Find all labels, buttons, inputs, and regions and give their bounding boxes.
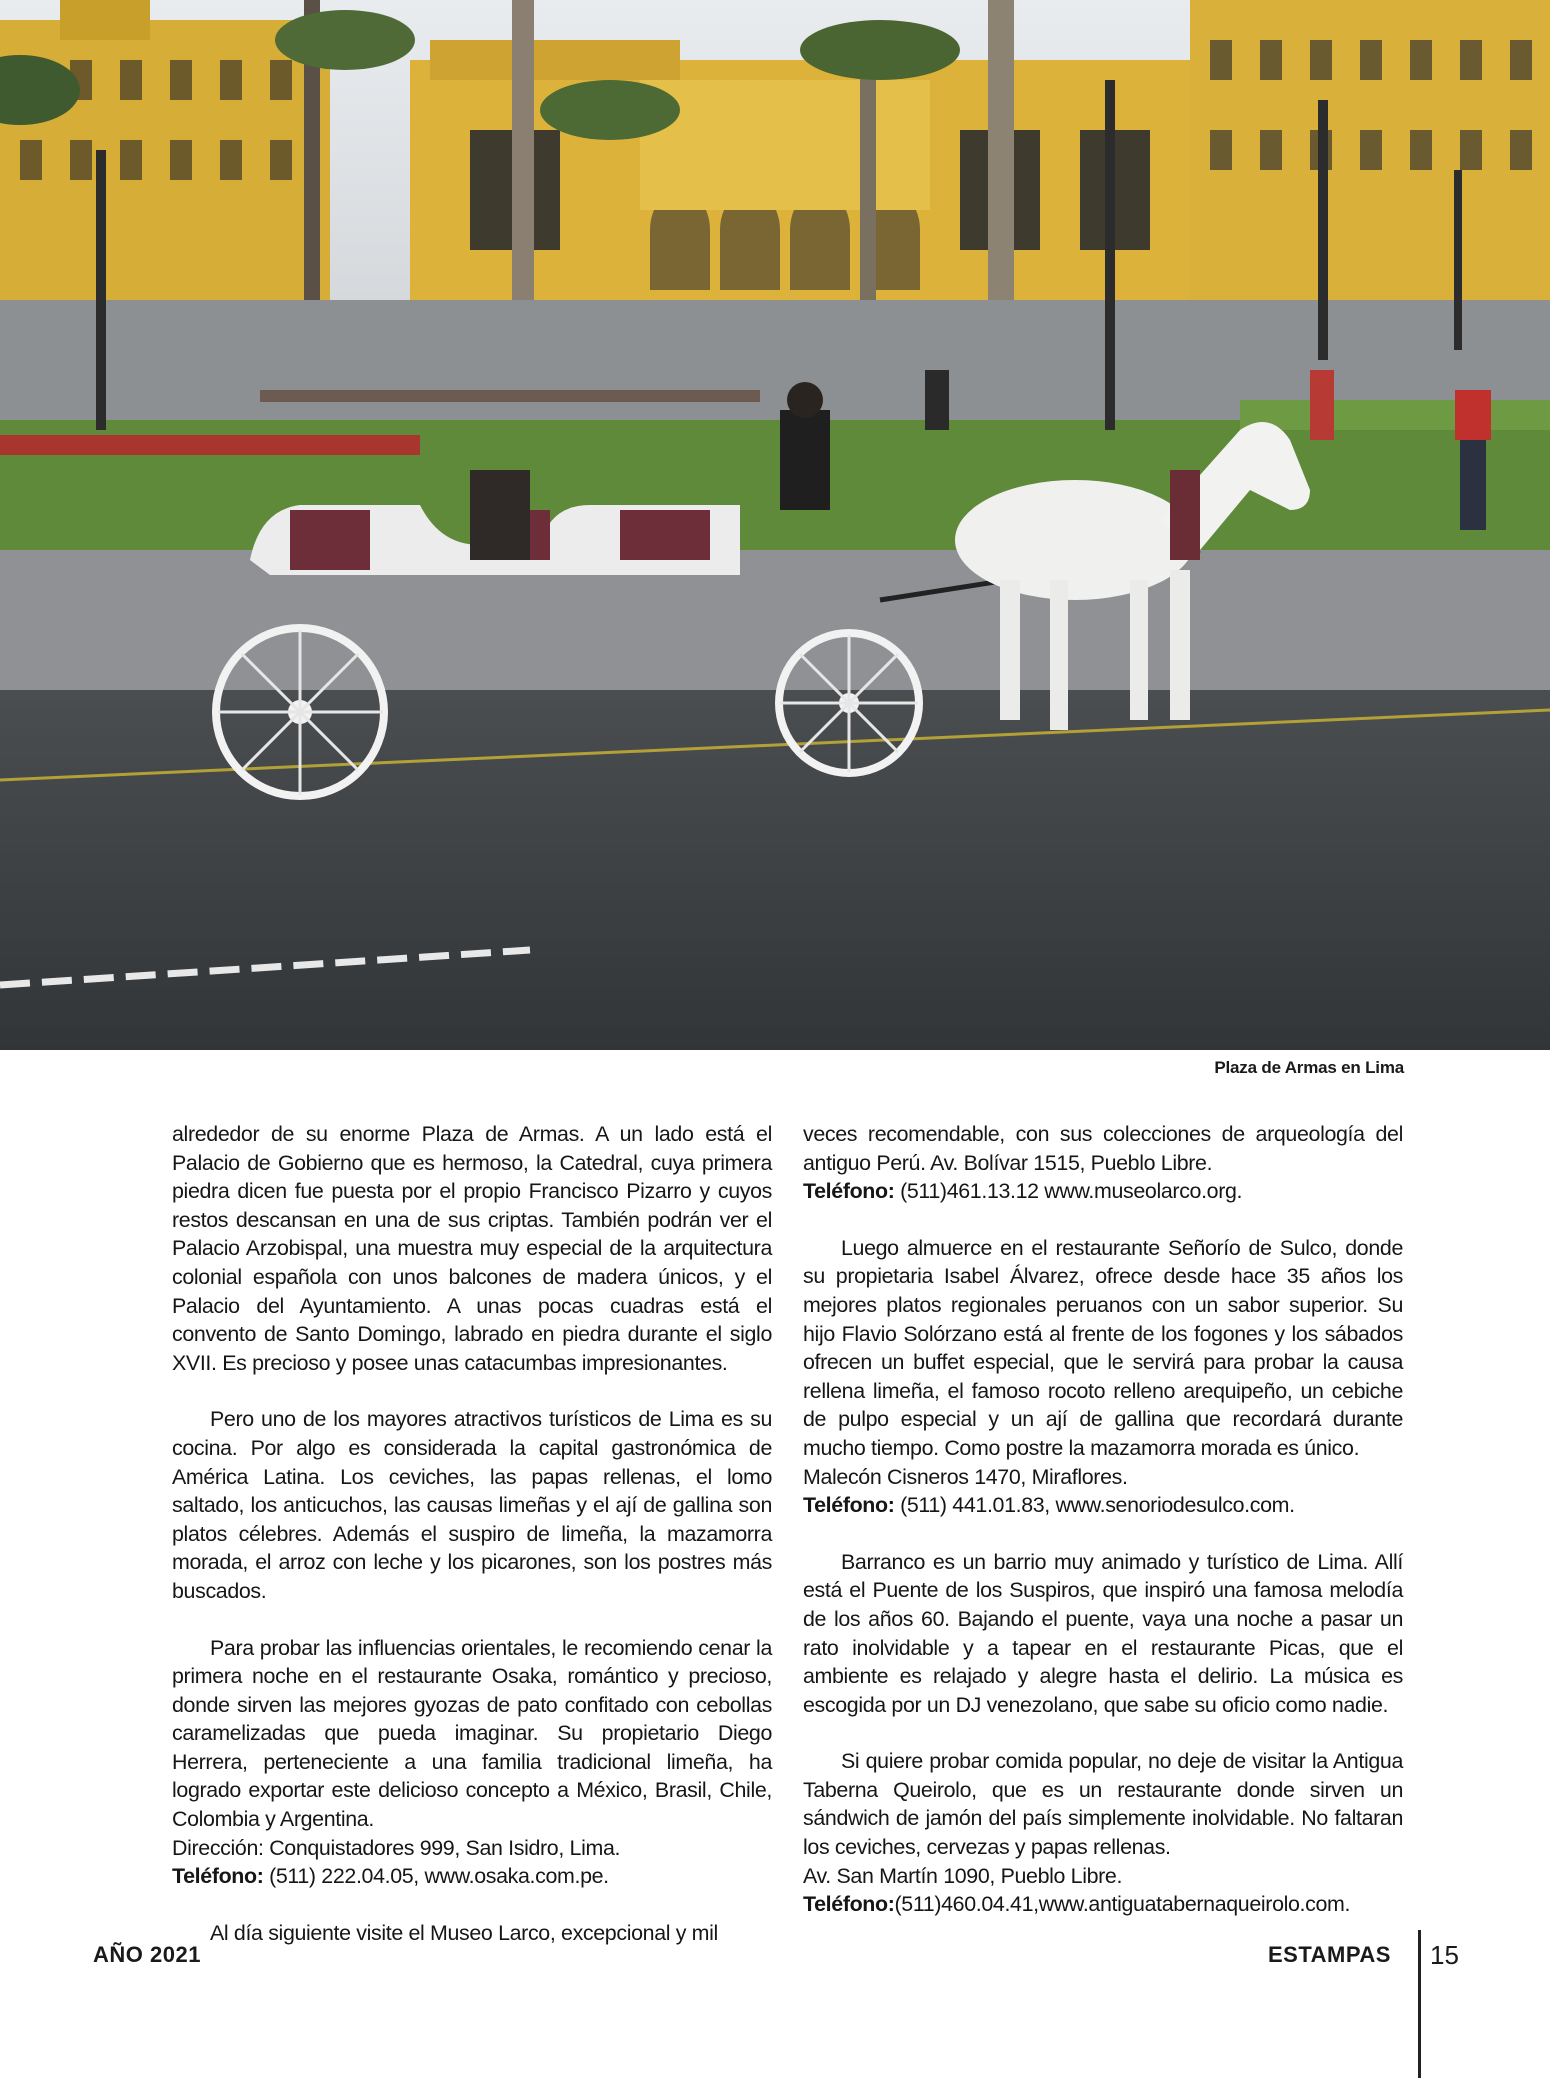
sulco-phone-value: (511) 441.01.83, www.senoriodesulco.com.	[894, 1493, 1295, 1518]
sulco-phone-label: Teléfono:	[803, 1493, 895, 1518]
paragraph-plaza: alrededor de su enorme Plaza de Armas. A un lado está el Palacio de Gobierno que es hermoso, la Catedral, cuya primera piedra dicen fue puesta por el propio Francisco Pizarro y cuyos restos descansan en una de sus criptas. También podrán ver el Palacio Arzobispal, una muestra muy especial de la arquitectura colonial española con unos balcones de madera únicos, y el Palacio del Ayuntamiento. A unas pocas cuadras está el convento de Santo Domingo, labrado en piedra durante el siglo XVII. Es precioso y posee unas catacumbas impresionantes.	[172, 1122, 772, 1375]
osaka-phone-value: (511) 222.04.05, www.osaka.com.pe.	[263, 1864, 609, 1889]
larco-text: veces recomendable, con sus colecciones de arqueología del antiguo Perú. Av. Bolívar 1515, Pueblo Libre.	[803, 1122, 1403, 1175]
queirolo-phone	[803, 1890, 1403, 1919]
right-building	[1190, 0, 1550, 300]
photo-caption: Plaza de Armas en Lima	[1214, 1058, 1404, 1077]
queirolo-phone-label: Teléfono:	[803, 1892, 895, 1917]
article-column-left	[172, 1120, 772, 1975]
larco-phone-label: Teléfono:	[803, 1179, 895, 1204]
paragraph-larco-intro: Al día siguiente visite el Museo Larco, excepcional y mil	[210, 1920, 718, 1945]
osaka-address: Dirección: Conquistadores 999, San Isidro, Lima.	[172, 1835, 621, 1860]
sulco-address: Malecón Cisneros 1470, Miraflores.	[803, 1464, 1128, 1489]
paragraph-barranco: Barranco es un barrio muy animado y turístico de Lima. Allí está el Puente de los Suspiros, que inspiró una famosa melodía de los años 60. Bajando el puente, vaya una noche a pasar un rato inolvidable y a tapear en el restaurante Picas, que el ambiente es relajado y alegre hasta el delirio. La música es escogida por un DJ venezolano, que sabe su oficio como nadie.	[803, 1549, 1403, 1717]
footer-divider	[1418, 1930, 1421, 2078]
paragraph-queirolo: Si quiere probar comida popular, no deje de visitar la Antigua Taberna Queirolo, que es un restaurante donde sirven un sándwich de jamón del país simplemente inolvidable. No faltaran los ceviches, cervezas y papas rellenas.	[803, 1749, 1403, 1860]
osaka-phone-label: Teléfono:	[172, 1864, 264, 1889]
article-column-right	[803, 1120, 1403, 1919]
queirolo-address: Av. San Martín 1090, Pueblo Libre.	[803, 1863, 1123, 1888]
page-number: 15	[1430, 1940, 1459, 1970]
paragraph-larco	[803, 1120, 1403, 1177]
paragraph-cocina: Pero uno de los mayores atractivos turísticos de Lima es su cocina. Por algo es considerada la capital gastronómica de América Latina. Los ceviches, las papas rellenas, el lomo saltado, los anticuchos, las causas limeñas y el ají de gallina son platos célebres. Además el suspiro de limeña, la mazamorra morada, el arroz con leche y los picarones, son los postres más buscados.	[172, 1407, 772, 1603]
larco-phone-value: (511)461.13.12 www.museolarco.org.	[894, 1179, 1243, 1204]
paragraph-sulco: Luego almuerce en el restaurante Señorío de Sulco, donde su propietaria Isabel Álvarez, ofrece desde hace 35 años los mejores platos regionales peruanos con un sabor superior. Su hijo Flavio Solórzano está al frente de los fogones y los sábados ofrecen un buffet especial, que le servirá para probar la causa rellena limeña, el famoso rocoto relleno arequipeño, un cebiche de pulpo especial y un ají de gallina que recordará durante mucho tiempo. Como postre la mazamorra morada es único.	[803, 1235, 1403, 1460]
osaka-text: Para probar las influencias orientales, le recomiendo cenar la primera noche en el restaurante Osaka, romántico y precioso, donde sirven las mejores gyozas de pato confitado con cebollas caramelizadas que pueda imaginar. Su propietario Diego Herrera, perteneciente a una familia tradicional limeña, ha logrado exportar este delicioso concepto a México, Brasil, Chile, Colombia y Argentina.	[172, 1635, 772, 1832]
footer-year: AÑO 2021	[93, 1942, 201, 1967]
sulco-phone	[803, 1491, 1403, 1520]
footer-magazine-name: ESTAMPAS	[1268, 1942, 1391, 1967]
paragraph-osaka	[172, 1634, 772, 1834]
larco-phone	[803, 1177, 1403, 1206]
osaka-phone	[172, 1862, 772, 1891]
queirolo-phone-value: (511)460.04.41,www.antiguatabernaqueirolo.com.	[894, 1892, 1351, 1917]
